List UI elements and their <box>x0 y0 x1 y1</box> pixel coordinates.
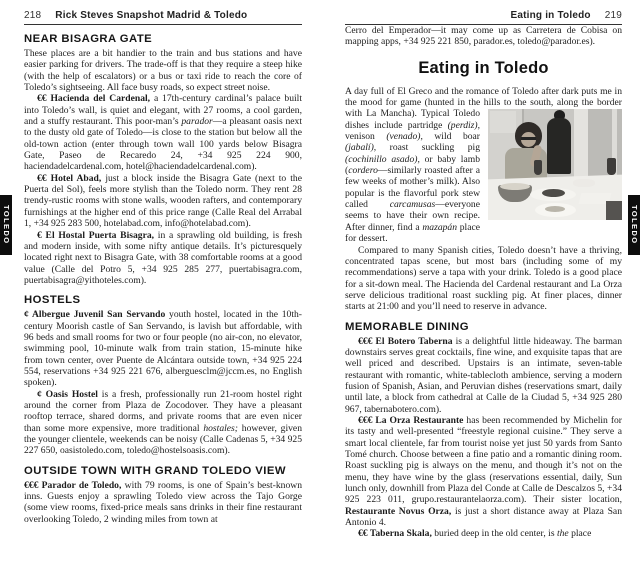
section-heading-near-bisagra-gate: NEAR BISAGRA GATE <box>24 33 153 45</box>
right-page <box>345 10 622 540</box>
toledo-side-tab-left: TOLEDO <box>0 195 12 255</box>
section-heading-memorable-dining: MEMORABLE DINING <box>345 320 469 333</box>
intro-text-rest: the border with La Mancha). Typical Toledo dishes include partridge (perdiz), venison (venado), wild boar (jabalí), roast suckling pig (cochinillo asado), or baby lamb (cordero—similarly roasted after a few weeks of mother’s milk). Also popular is the flavorful pork stew called carcamusas—everyone seems to have their own recipe. After dinner, find a mazapán place for dessert. <box>345 97 622 245</box>
paragraph-parador-de-toledo: €€€ Parador de Toledo, with 79 rooms, is one of Spain’s best-known inns. Guests enjoy a sprawling Toledo view across the Tajo Gorge (some view rooms, fixed-price meals sans drinks in their fine restaurant overlooking Toledo, 2 winding miles from town at <box>24 479 302 525</box>
chapter-heading-eating-in-toledo: Eating in Toledo <box>418 58 549 77</box>
section-heading-hostels: HOSTELS <box>24 294 81 307</box>
paragraph-albergue-juvenil: ¢ Albergue Juvenil San Servando youth hostel, located in the 10th-century Moorish castle of San Servando, is lavish but affordable, with 96 beds and small rooms for two or four people (no air-con, no elevator, swimming pool, 10-minute walk from train station, 15-minute hike from town center, over Puente de Alcántara outside town, +34 925 224 554, reservations +34 925 221 676, alberguesclm@jccm.es, no English spoken). <box>24 309 302 389</box>
photo-standing-person <box>547 118 571 174</box>
left-page-number: 218 <box>24 10 42 21</box>
paragraph-taberna-skala: €€ Taberna Skala, buried deep in the old center, is the place <box>358 528 592 540</box>
restaurant-photo <box>488 109 622 220</box>
paragraph-el-hostal-puerta-bisagra: € El Hostal Puerta Bisagra, in a sprawling old building, is fresh and modern inside, with some nifty antique details. It’s picturesquely located right next to Bisagra Gate, with 38 comfortable rooms at a good value (Calle del Potro 5, +34 925 285 277, puertabisagra.com, puertabisagra@yithoteles.com). <box>24 229 302 286</box>
photo-pillar <box>574 109 588 181</box>
paragraph-parador-continuation: Cerro del Emperador—it may come up as Carretera de Cobisa on mapping apps, +34 925 221 850, parador.es, toledo@parador.es). <box>345 25 622 48</box>
paragraph-intro-with-photo <box>345 86 622 245</box>
paragraph-tapas-scene: Compared to many Spanish cities, Toledo doesn’t have a thriving, concentrated tapas scene, but most bars (including some of my recommendations) serve a tapa with your drink. Toledo is a good place for a sit-down meal. The Hacienda del Cardenal restaurant and La Orza serve delicious traditional roast suckling pig. At finer places, dinner starts at 21:00 and you’ll need to reserve in advance. <box>345 244 622 313</box>
photo-wine-glass-left <box>534 160 542 175</box>
photo-wine-glass-right <box>607 158 616 175</box>
section-heading-outside-town: OUTSIDE TOWN WITH GRAND TOLEDO VIEW <box>24 464 286 477</box>
left-page-header <box>24 10 302 25</box>
right-running-title: Eating in Toledo <box>510 10 591 21</box>
photo-woman-glasses <box>521 137 536 140</box>
paragraph-hacienda-del-cardenal: €€ Hacienda del Cardenal, a 17th-century cardinal’s palace built into Toledo’s wall, is quiet and elegant, with 27 rooms, a cool garden, and a stuffy restaurant. This poor-man’s parador—a pleasant oasis next to the dusty old gate of Toledo—is close to the station but below all the old-town action (enter through town wall 100 yards below Bisagra Gate, Paseo de Recaredo 24, +34 925 224 900, haciendadelcardenal.com, hotel@haciendadelcardenal.com). <box>24 93 302 173</box>
photo-window <box>490 111 516 133</box>
right-page-number: 219 <box>604 10 622 21</box>
left-running-title: Rick Steves Snapshot Madrid & Toledo <box>55 10 248 21</box>
paragraph: These places are a bit handier to the train and bus stations and have easier parking for drivers. The trade-off is that they require a steep hike (with the help of escalators) or a bus or taxi ride to reach the core of Toledo’s sightseeing. All face busy roads, so expect street noise. <box>24 48 302 94</box>
toledo-side-tab-right: TOLEDO <box>628 195 640 255</box>
intro-text-first: A day full of El Greco and the romance of Toledo after dark puts me in the mood for game (hunted in the hills to the south, along <box>345 85 622 109</box>
paragraph-el-botero-taberna: €€€ El Botero Taberna is a delightful little hideaway. The barman downstairs serves great cocktails, fine wine, and exquisite tapas that are well priced and described. Upstairs is an intimate, seven-table restaurant with romantic, white-tablecloth ambience, serving a modern fusion of Spanish, Asian, and Peruvian dishes (reservations smart, daily until late, a block from cathedral at Calle de la Ciudad 5, +34 925 280 967, tabernabotero.com). <box>345 335 622 415</box>
photo-small-dish <box>573 179 595 187</box>
left-page <box>24 10 302 525</box>
right-page-header <box>345 10 622 25</box>
photo-chair-corner <box>606 201 622 220</box>
paragraph-la-orza-restaurante: €€€ La Orza Restaurante has been recommended by Michelin for its tasty and well-presented “freestyle regional cuisine.” They serve a smart local clientele, far from tourist noise yet just 50 yards from Santo Tomé church. Choose between a fine patio and a romantic dining room. Roast suckling pig is always on the menu, and though it’s not on the menu, they have wine by the glass (reservations essential, daily, Sun lunch only, downhill from Plaza del Conde at Calle de Descalzos 5, +34 925 223 011, grupo.restaurantelaorza.com). Their sister location, Restaurante Novus Orza, is just a short distance away at Plaza San Antonio 4. <box>345 414 622 529</box>
paragraph-oasis-hostel: ¢ Oasis Hostel is a fresh, professionally run 21-room hostel right around the corner from Plaza de Zocodover. They have a pleasant rooftop terrace, shared dorms, and private rooms that are even nicer than some more expensive, more traditional hostales; however, given the younger clientele, weekends can be noisy (Calle Cadenas 5, +34 925 227 650, oasistoledo.com, toledo@hostelsoasis.com). <box>24 388 302 457</box>
paragraph-hotel-abad: €€ Hotel Abad, just a block inside the Bisagra Gate (next to the Puerta del Sol), feels more stylish than the Toledo norm. They rent 28 trendy-rustic rooms with stone walls, wooden rafters, and contemporary furnishings at the higher end of this price range (Calle Real del Arrabal 1, +34 925 283 500, hotelabad.com, info@hotelabad.com). <box>24 172 302 230</box>
